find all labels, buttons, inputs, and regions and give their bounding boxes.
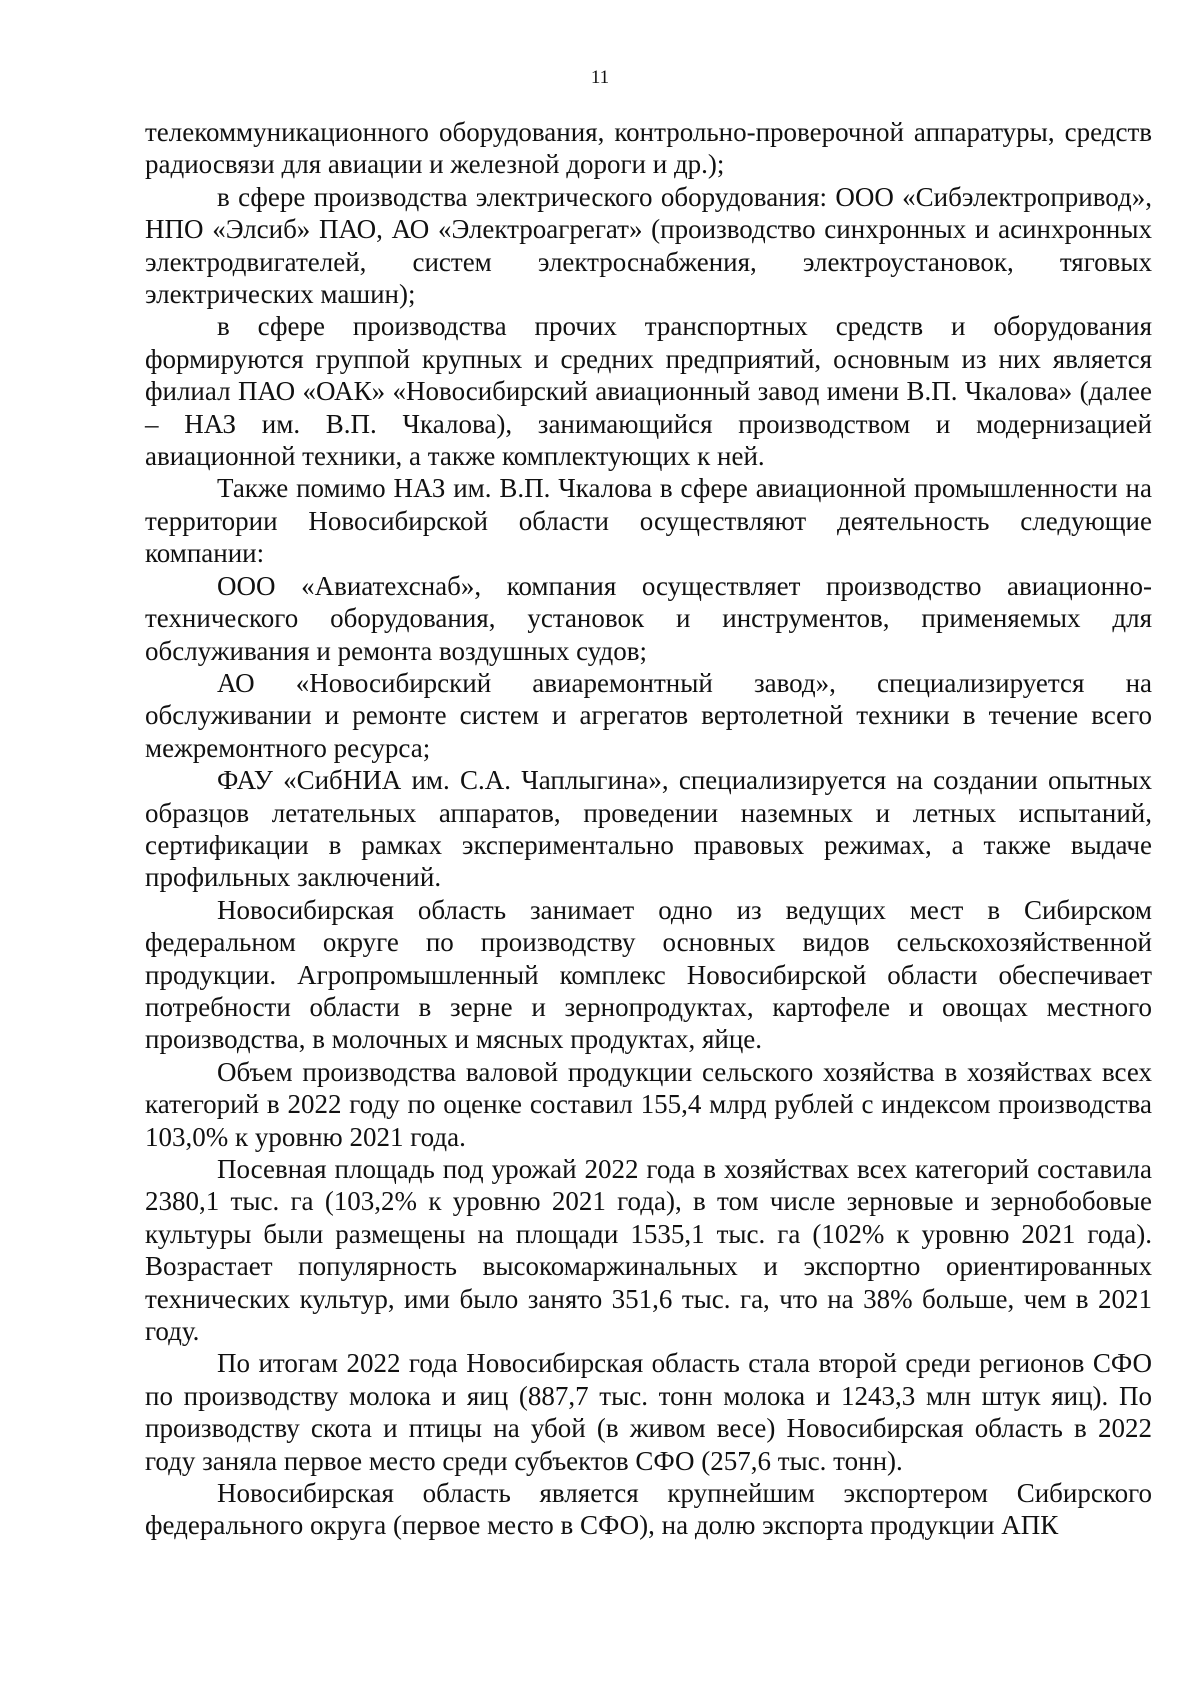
paragraph-milk-eggs: По итогам 2022 года Новосибирская область стала второй среди регионов СФО по производству молока и яиц (887,7 тыс. тонн молока и 1243,3 млн штук яиц). По производству скота и птицы на убой (в живом весе) Новосибирская область в 2022 году заняла первое место среди субъектов СФО (257,6 тыс. тонн). — [145, 1348, 1152, 1476]
paragraph-gross-output: Объем производства валовой продукции сельского хозяйства в хозяйствах всех категорий в 2022 году по оценке составил 155,4 млрд рублей с индексом производства 103,0% к уровню 2021 года. — [145, 1056, 1152, 1152]
paragraph-electrical-equipment: в сфере производства электрического оборудования: ООО «Сибэлектропривод», НПО «Элсиб» ПАО, АО «Электроагрегат» (производство синхронных и асинхронных электродвигателей, систем электроснабжения, электроустановок, тяговых электрических машин); — [145, 181, 1152, 310]
paragraph-aviation-industry: Также помимо НАЗ им. В.П. Чкалова в сфере авиационной промышленности на территории Новосибирской области осуществляют деятельность следующие компании: — [145, 473, 1152, 569]
paragraph-aviatekhsnab: ООО «Авиатехснаб», компания осуществляет производство авиационно-технического оборудования, установок и инструментов, применяемых для обслуживания и ремонта воздушных судов; — [145, 570, 1152, 666]
document-body — [145, 116, 1152, 1542]
paragraph-aviarepair-plant: АО «Новосибирский авиаремонтный завод», специализируется на обслуживании и ремонте систем и агрегатов вертолетной техники в течение всего межремонтного ресурса; — [145, 667, 1152, 763]
page-number: 11 — [590, 67, 610, 88]
paragraph-export: Новосибирская область является крупнейшим экспортером Сибирского федерального округа (первое место в СФО), на долю экспорта продукции АПК — [145, 1478, 1152, 1541]
paragraph-sibnia: ФАУ «СибНИА им. С.А. Чаплыгина», специализируется на создании опытных образцов летательных аппаратов, проведении наземных и летных испытаний, сертификации в рамках экспериментально правовых режимах, а также выдаче профильных заключений. — [145, 765, 1152, 893]
paragraph-continuation: телекоммуникационного оборудования, контрольно-проверочной аппаратуры, средств радиосвязи для авиации и железной дороги и др.); — [145, 117, 1152, 180]
paragraph-transport: в сфере производства прочих транспортных средств и оборудования формируются группой крупных и средних предприятий, основным из них является филиал ПАО «ОАК» «Новосибирский авиационный завод имени В.П. Чкалова» (далее – НАЗ им. В.П. Чкалова), занимающийся производством и модернизацией авиационной техники, а также комплектующих к ней. — [145, 311, 1152, 472]
paragraph-sown-area: Посевная площадь под урожай 2022 года в хозяйствах всех категорий составила 2380,1 тыс. га (103,2% к уровню 2021 года), в том числе зерновые и зернобобовые культуры были размещены на площади 1535,1 тыс. га (102% к уровню 2021 года). Возрастает популярность высокомаржинальных и экспортно ориентированных технических культур, ими было занято 351,6 тыс. га, что на 38% больше, чем в 2021 году. — [145, 1154, 1152, 1347]
paragraph-agriculture: Новосибирская область занимает одно из ведущих мест в Сибирском федеральном округе по производству основных видов сельскохозяйственной продукции. Агропромышленный комплекс Новосибирской области обеспечивает потребности области в зерне и зернопродуктах, картофеле и овощах местного производства, в молочных и мясных продуктах, яйце. — [145, 894, 1152, 1055]
